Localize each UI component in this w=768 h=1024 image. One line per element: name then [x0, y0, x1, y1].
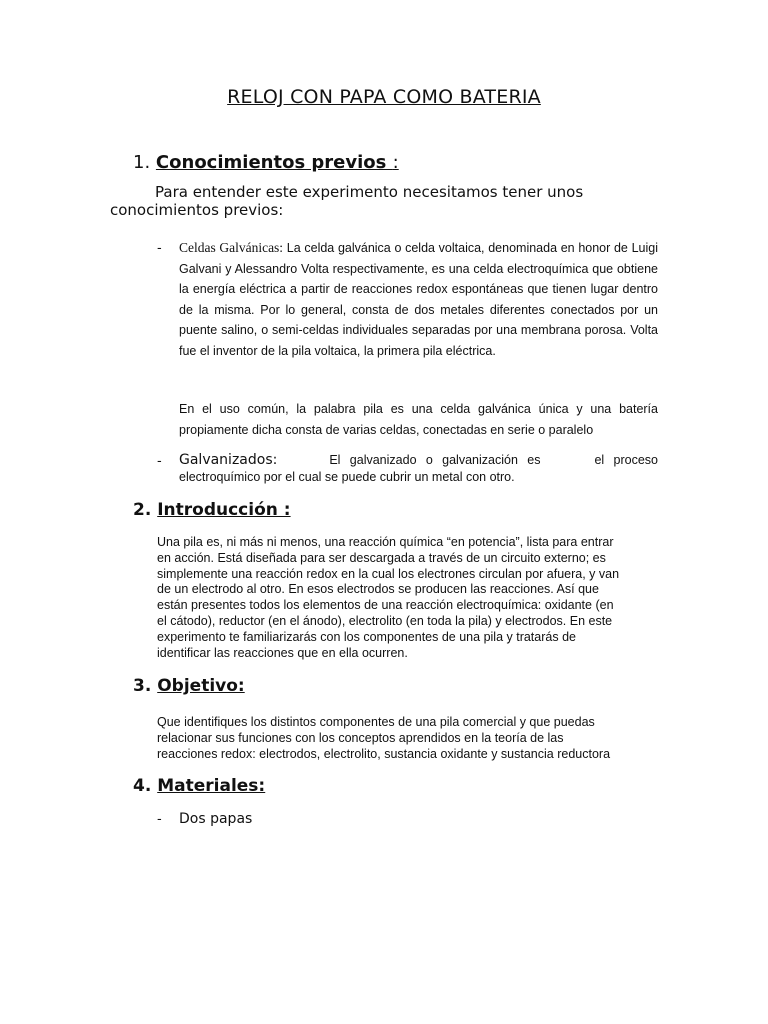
bullet-text: el proceso electroquímico por el cual se puede cubrir un metal con otro. — [179, 453, 658, 484]
text-line: de un electrodo al otro. En esos electrodos se producen las reacciones. Así que — [157, 582, 599, 597]
text-line: relacionar sus funciones con los conceptos aprendidos en la teoría de las — [157, 730, 564, 745]
section-paragraph-objetivo — [157, 715, 657, 762]
text-line: experimento te familiarizarás con los componentes de una pila y tratarás de — [157, 629, 576, 644]
bullet-text: La celda galvánica o celda voltaica, denominada en honor de Luigi Galvani y Alessandro Volta respectivamente, es una celda electroquímica que obtiene la energía eléctrica a partir de reacciones redox espontáneas que tienen lugar dentro de la misma. Por lo general, consta de dos metales diferentes conectados por un puente salino, o semi-celdas individuales separadas por una membrana porosa. Volta fue el inventor de la pila voltaica, la primera pila eléctrica. — [179, 241, 658, 358]
text-line: en acción. Está diseñada para ser descargada a través de un circuito externo; es — [157, 550, 606, 565]
text-line: Una pila es, ni más ni menos, una reacción química “en potencia”, lista para entrar — [157, 535, 614, 549]
text-line: el cátodo), reductor (en el ánodo), electrolito (en toda la pila) y electrodos. En este — [157, 613, 613, 628]
section-title: Introducción : — [157, 500, 291, 520]
section-heading-objetivo — [133, 676, 245, 696]
section-number: 1. — [133, 152, 151, 173]
document-title: RELOJ CON PAPA COMO BATERIA — [227, 86, 541, 108]
text-line: identificar las reacciones que en ella ocurren. — [157, 645, 408, 660]
bullet-celdas-galvanicas — [179, 238, 658, 361]
section-colon: : — [392, 152, 399, 173]
section-number: 2. — [133, 500, 152, 520]
bullet-dash: - — [157, 812, 162, 827]
bullet-term: Galvanizados: — [179, 452, 278, 468]
section-heading-materiales — [133, 776, 265, 796]
bullet-text: El galvanizado o galvanización es — [329, 453, 541, 467]
section-intro-paragraph: Para entender este experimento necesitamos tener unos conocimientos previos: — [110, 183, 584, 219]
bullet-term: Celdas Galvánicas: — [179, 240, 284, 255]
section-heading-conocimientos-previos — [133, 152, 399, 173]
text-line: reacciones redox: electrodos, electrolito, sustancia oxidante y sustancia reductora — [157, 746, 611, 761]
bullet-extra-paragraph: En el uso común, la palabra pila es una celda galvánica única y una batería propiamente dicha consta de varias celdas, conectadas en serie o paralelo — [179, 402, 658, 437]
text-line: simplemente una reacción redox en la cual los electrones circulan por afuera, y van — [157, 566, 620, 581]
bullet-galvanizados — [179, 452, 658, 486]
bullet-dash: - — [157, 454, 162, 469]
text-line: están presentes todos los elementos de una reacción electroquímica: oxidante (en — [157, 598, 614, 613]
text-line: Que identifiques los distintos componentes de una pila comercial y que puedas — [157, 715, 595, 729]
section-title: Objetivo: — [157, 676, 245, 696]
section-title: Materiales: — [157, 776, 266, 796]
section-number: 3. — [133, 676, 152, 696]
bullet-dash: - — [157, 241, 162, 256]
materials-item: Dos papas — [179, 811, 253, 827]
section-heading-introduccion — [133, 500, 291, 520]
section-paragraph-introduccion — [157, 535, 657, 661]
section-title: Conocimientos previos — [155, 152, 393, 173]
section-number: 4. — [133, 776, 152, 796]
